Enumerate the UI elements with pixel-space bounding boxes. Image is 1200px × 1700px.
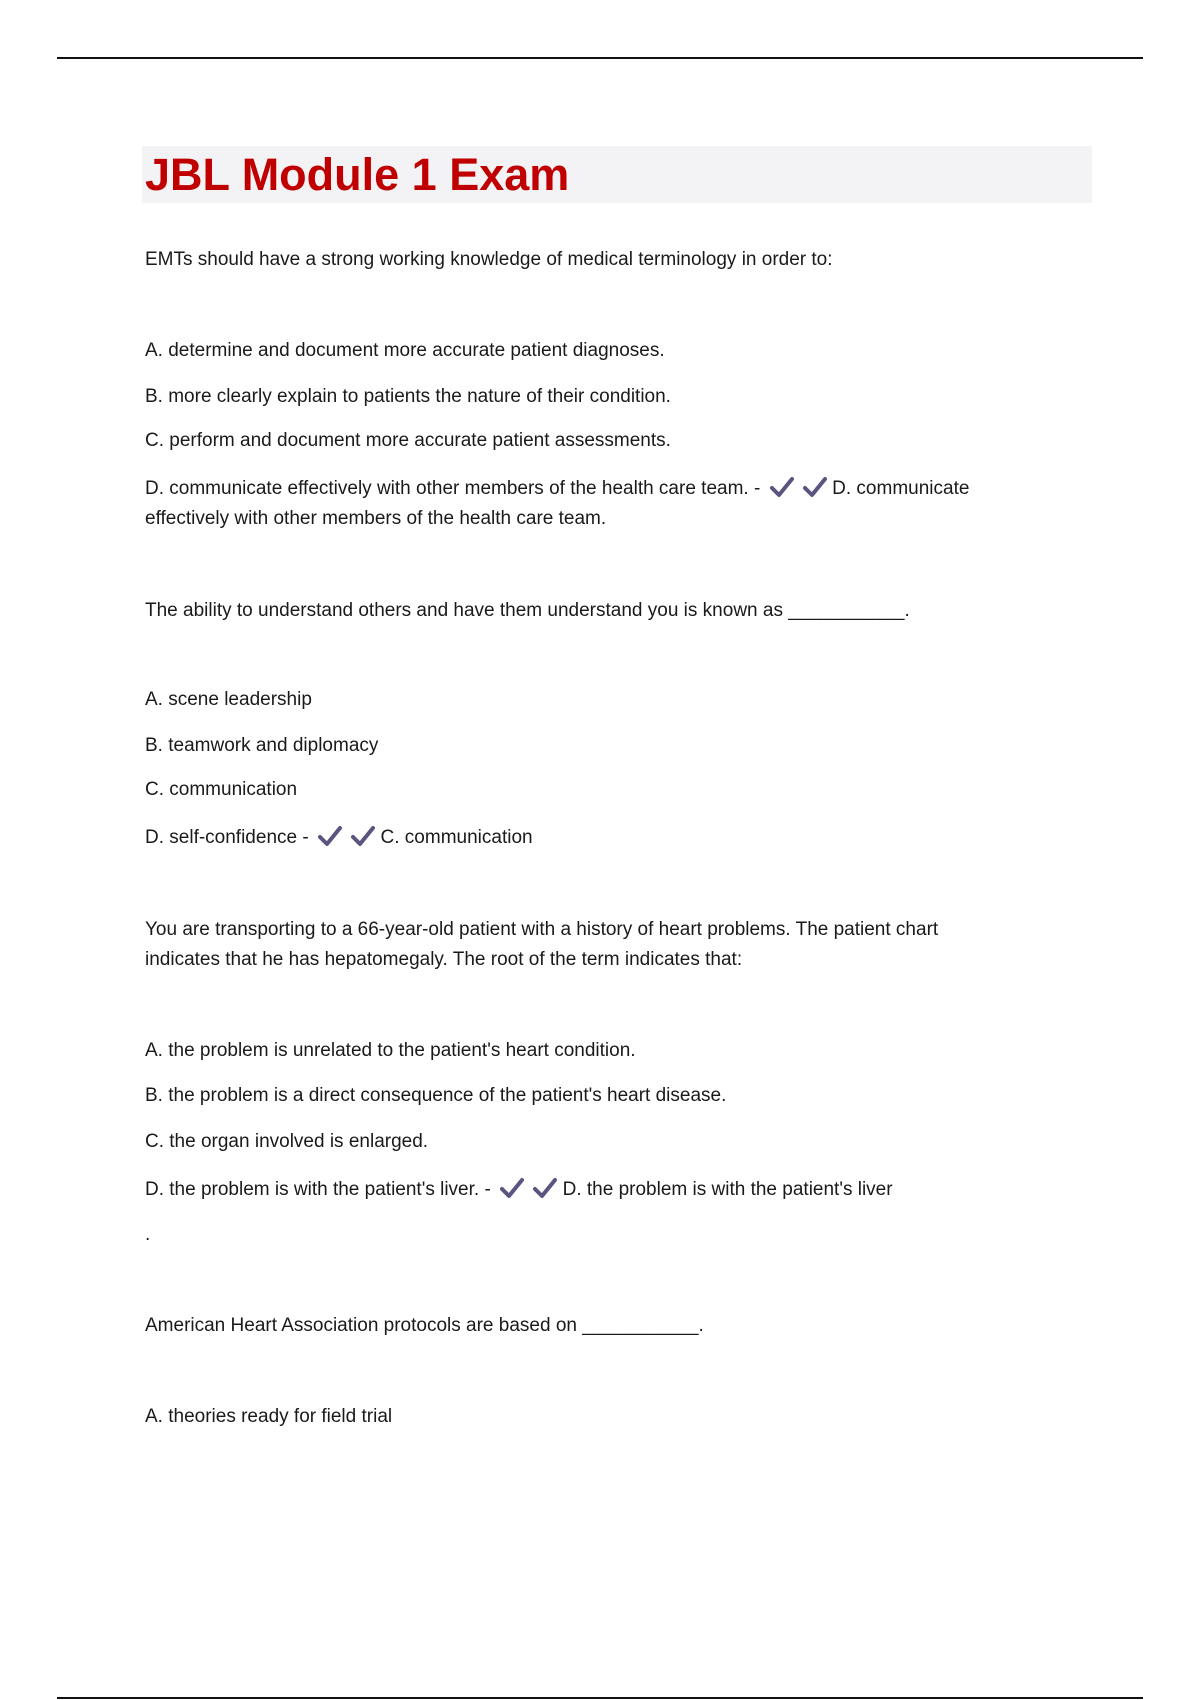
question-1-option-a: A. determine and document more accurate patient diagnoses.	[145, 340, 665, 361]
top-rule	[57, 57, 1143, 59]
page-title: JBL Module 1 Exam	[145, 149, 570, 200]
question-3-option-a: A. the problem is unrelated to the patient's heart condition.	[145, 1040, 636, 1061]
question-1-option-d: D. communicate effectively with other members of the health care team. -	[145, 478, 761, 499]
question-1-answer-continued: effectively with other members of the health care team.	[145, 508, 607, 529]
question-2-option-a: A. scene leadership	[145, 689, 312, 710]
checkmark-icon	[500, 1177, 524, 1199]
checkmark-icon	[351, 825, 375, 847]
question-3-option-c: C. the organ involved is enlarged.	[145, 1131, 429, 1152]
question-1-option-d-with-answer	[145, 474, 969, 504]
question-3-option-b: B. the problem is a direct consequence of the patient's heart disease.	[145, 1085, 727, 1106]
question-2-option-b: B. teamwork and diplomacy	[145, 735, 379, 756]
question-1-answer: D. communicate	[832, 478, 970, 499]
question-2-answer: C. communication	[380, 827, 533, 848]
question-2-option-c: C. communication	[145, 779, 298, 800]
question-1-option-b: B. more clearly explain to patients the nature of their condition.	[145, 386, 671, 407]
checkmark-icon	[318, 825, 342, 847]
question-2-option-d: D. self-confidence -	[145, 827, 309, 848]
question-3-answer-trailer: .	[145, 1224, 151, 1245]
question-4-stem: American Heart Association protocols are based on ___________.	[145, 1315, 704, 1336]
question-2-stem: The ability to understand others and have them understand you is known as ___________.	[145, 600, 910, 621]
question-1-option-c: C. perform and document more accurate patient assessments.	[145, 430, 671, 451]
checkmark-icon	[803, 476, 827, 498]
question-3-answer: D. the problem is with the patient's liver	[562, 1179, 893, 1200]
bottom-rule	[57, 1697, 1143, 1699]
question-3-stem-line-2: indicates that he has hepatomegaly. The root of the term indicates that:	[145, 949, 743, 970]
question-4-option-a: A. theories ready for field trial	[145, 1406, 393, 1427]
checkmark-icon	[770, 476, 794, 498]
question-2-option-d-with-answer	[145, 823, 533, 853]
question-3-stem-line-1: You are transporting to a 66-year-old patient with a history of heart problems. The patient chart	[145, 919, 939, 940]
question-3-option-d: D. the problem is with the patient's liver. -	[145, 1179, 491, 1200]
question-1-stem: EMTs should have a strong working knowledge of medical terminology in order to:	[145, 249, 833, 270]
checkmark-icon	[533, 1177, 557, 1199]
question-3-option-d-with-answer	[145, 1175, 893, 1205]
